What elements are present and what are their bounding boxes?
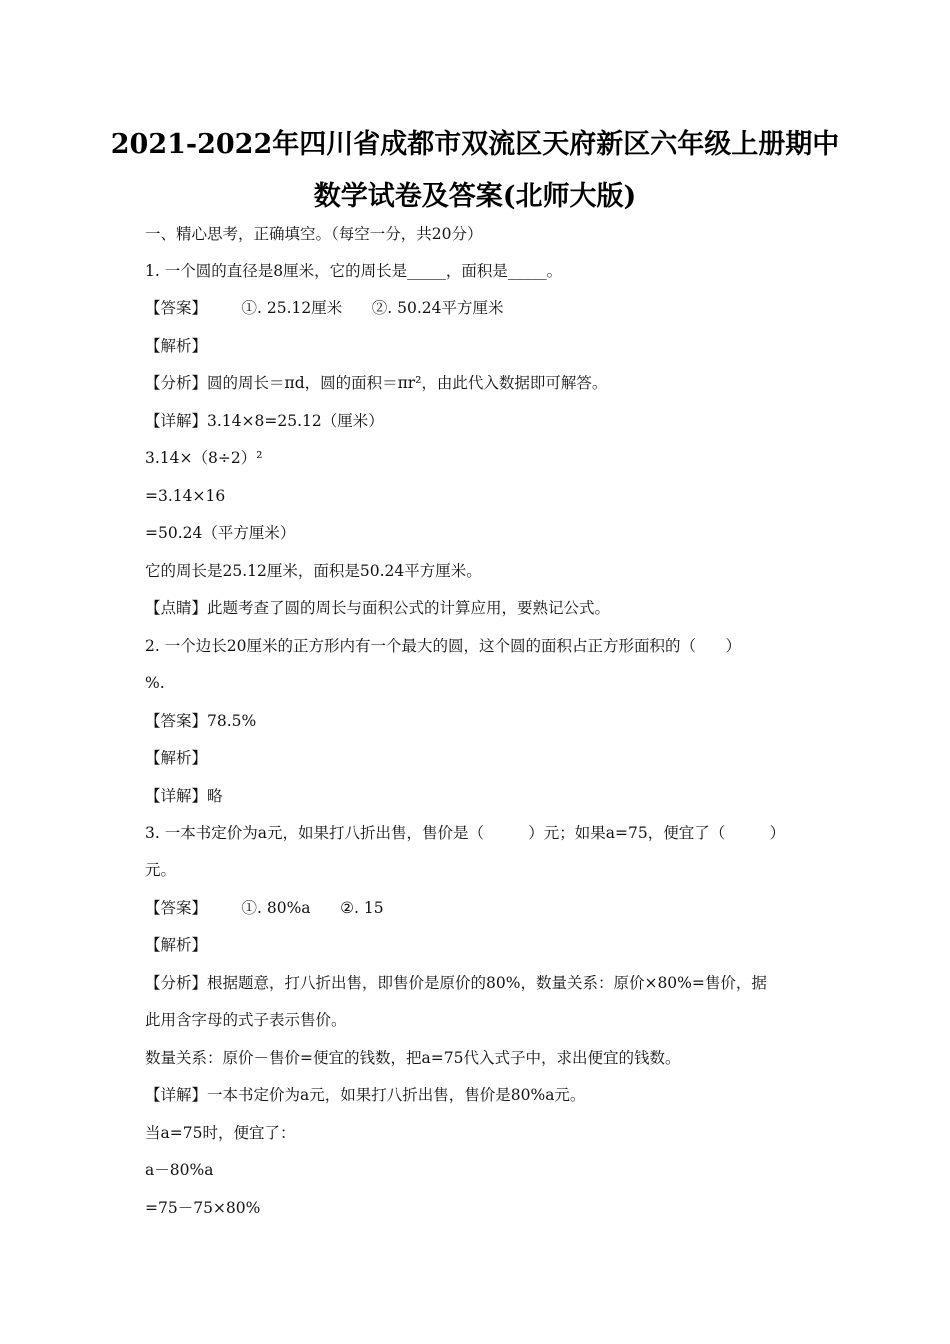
calc-line: =50.24（平方厘米）	[145, 524, 296, 542]
calc-line: =3.14×16	[145, 487, 226, 505]
question-1: 1. 一个圆的直径是8厘米，它的周长是_____，面积是_____。	[145, 262, 563, 280]
analysis-label: 【解析】	[145, 337, 208, 355]
question-2: 2. 一个边长20厘米的正方形内有一个最大的圆，这个圆的面积占正方形面积的（ ）	[145, 637, 742, 655]
document-title-line-1: 2021-2022年四川省成都市双流区天府新区六年级上册期中	[110, 129, 840, 160]
analysis-line: 【分析】根据题意，打八折出售，即售价是原价的80%，数量关系：原价×80%=售价，据	[145, 974, 767, 992]
detail-line: 【详解】3.14×8=25.12（厘米）	[145, 412, 384, 430]
analysis-label: 【解析】	[145, 749, 208, 767]
relation-line: 数量关系：原价－售价=便宜的钱数，把a=75代入式子中，求出便宜的钱数。	[145, 1049, 681, 1067]
detail-line: 【详解】略	[145, 787, 223, 805]
analysis-line: 【分析】圆的周长＝πd，圆的面积＝πr²，由此代入数据即可解答。	[145, 374, 608, 392]
document-title-line-2: 数学试卷及答案(北师大版)	[313, 181, 637, 212]
calc-line: a－80%a	[145, 1161, 214, 1179]
question-3-continued: 元。	[145, 861, 177, 879]
question-3: 3. 一本书定价为a元，如果打八折出售，售价是（ ）元；如果a=75，便宜了（ ）	[145, 824, 786, 842]
answer-line: 【答案】 ①. 80%a ②. 15	[145, 899, 384, 917]
analysis-line-continued: 此用含字母的式子表示售价。	[145, 1011, 347, 1029]
answer-line: 【答案】78.5%	[145, 712, 257, 730]
section-heading: 一、精心思考，正确填空。（每空一分，共20分）	[145, 225, 483, 243]
conclusion-line: 它的周长是25.12厘米，面积是50.24平方厘米。	[145, 562, 482, 580]
analysis-label: 【解析】	[145, 936, 208, 954]
detail-line: 【详解】一本书定价为a元，如果打八折出售，售价是80%a元。	[145, 1086, 586, 1104]
calc-line: 当a=75时，便宜了：	[145, 1124, 296, 1142]
calc-line: 3.14×（8÷2）²	[145, 449, 263, 467]
comment-line: 【点睛】此题考查了圆的周长与面积公式的计算应用，要熟记公式。	[145, 599, 611, 617]
calc-line: =75－75×80%	[145, 1199, 261, 1217]
answer-line: 【答案】 ①. 25.12厘米 ②. 50.24平方厘米	[145, 299, 504, 317]
question-2-continued: %.	[145, 674, 165, 692]
